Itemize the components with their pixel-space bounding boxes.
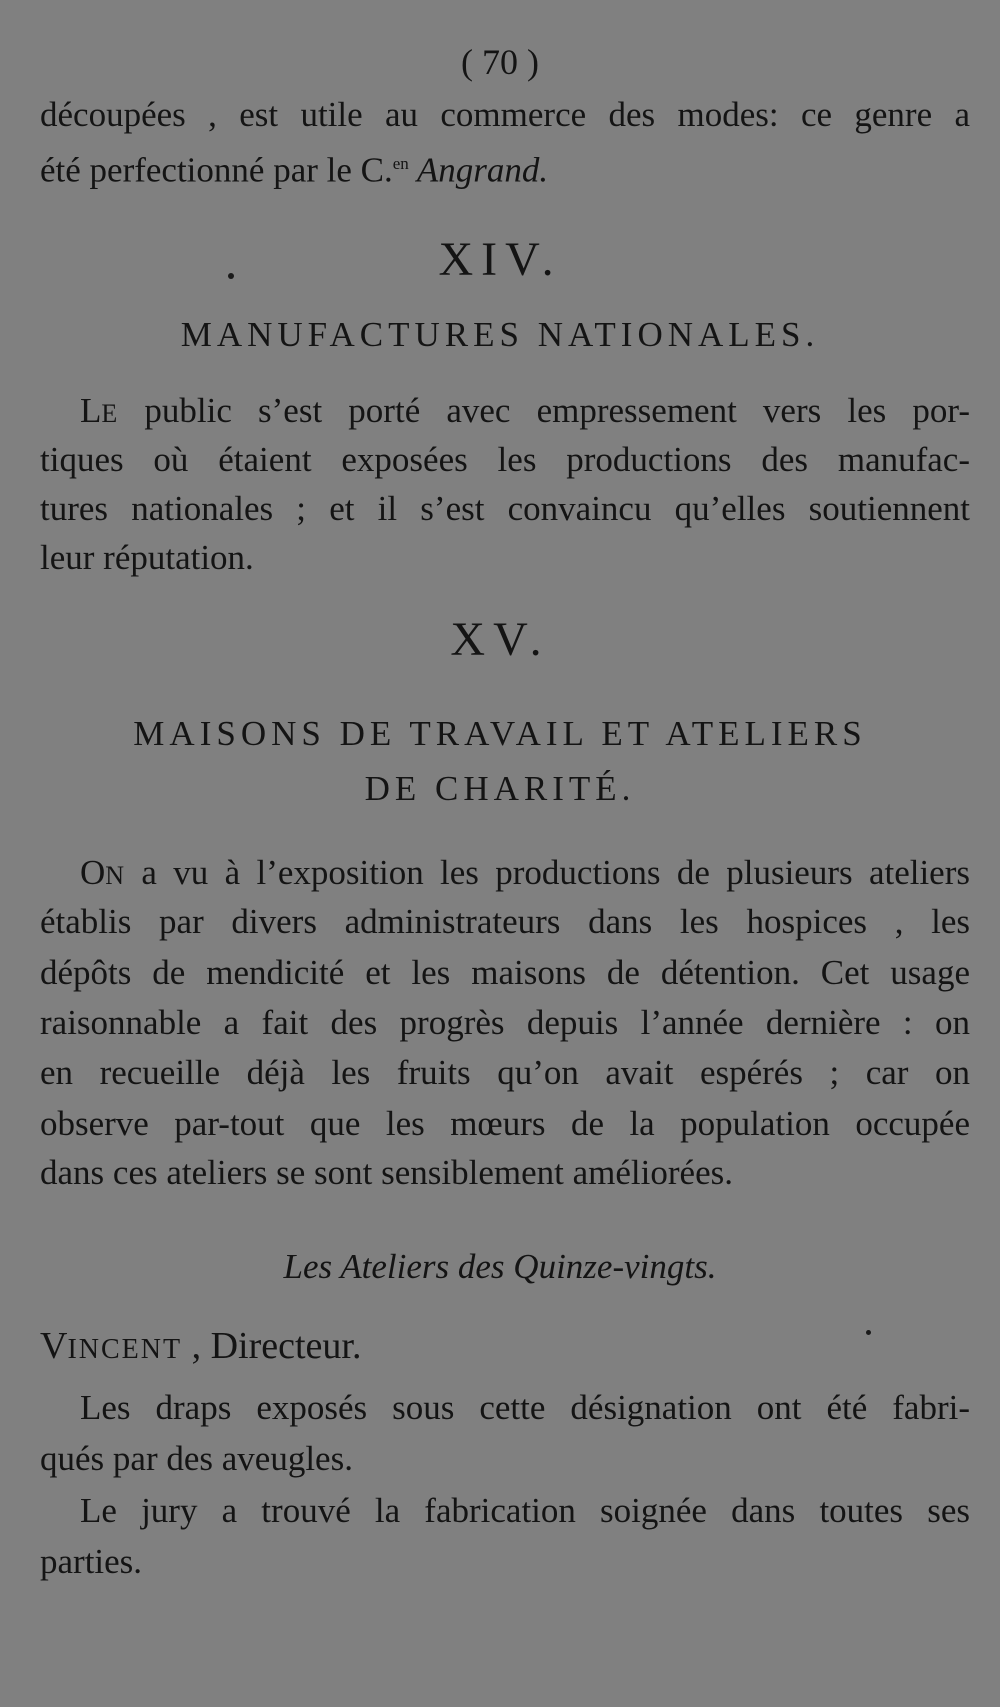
section-title: MAISONS DE TRAVAIL ET ATELIERS: [133, 714, 867, 753]
paragraph-line: découpées , est utile au commerce des modes: ce genre a: [40, 95, 970, 134]
small-caps: E: [101, 399, 119, 428]
section-number: XIV.: [438, 233, 562, 286]
paragraph-line: établis par divers administrateurs dans les hospices , les: [40, 902, 970, 941]
drop-letter: L: [80, 391, 102, 430]
paragraph-line: tures nationales ; et il s’est convaincu qu’elles soutiennent: [40, 489, 970, 528]
subheading: Les Ateliers des Quinze-vingts.: [283, 1247, 717, 1286]
section-title: DE CHARITÉ.: [364, 769, 636, 808]
paragraph-line: parties.: [40, 1542, 143, 1581]
drop-letter: V: [40, 1325, 68, 1367]
paragraph-line: dans ces ateliers se sont sensiblement améliorées.: [40, 1153, 733, 1192]
entry-heading: [40, 1324, 361, 1372]
paragraph-line: [80, 851, 970, 898]
text-run: public s’est porté avec empressement vers les por-: [118, 391, 970, 430]
paragraph-line: raisonnable a fait des progrès depuis l’année dernière : on: [40, 1003, 970, 1042]
paragraph-line: dépôts de mendicité et les maisons de détention. Cet usage: [40, 953, 970, 992]
paragraph-line: qués par des aveugles.: [40, 1439, 353, 1478]
paragraph-line: [40, 142, 548, 193]
superscript: en: [392, 154, 409, 173]
drop-letter: O: [80, 853, 106, 892]
text-run: , Directeur.: [182, 1325, 362, 1367]
ink-speck: [866, 1330, 871, 1335]
small-caps: INCENT: [67, 1334, 183, 1365]
section-number: XV.: [450, 613, 550, 666]
paragraph-line: [80, 389, 970, 436]
paragraph-line: observe par-tout que les mœurs de la population occupée: [40, 1104, 970, 1143]
paragraph-line: leur réputation.: [40, 538, 254, 577]
section-title: MANUFACTURES NATIONALES.: [180, 315, 820, 354]
page-number: ( 70 ): [461, 42, 539, 82]
paragraph-line: en recueille déjà les fruits qu’on avait espérés ; car on: [40, 1053, 970, 1092]
paragraph-line: tiques où étaient exposées les productions des manufac-: [40, 440, 970, 479]
paragraph-line: Les draps exposés sous cette désignation ont été fabri-: [80, 1388, 970, 1427]
person-name: Angrand.: [408, 150, 549, 190]
small-caps: N: [105, 861, 126, 890]
text-run: été perfectionné par le C.: [40, 150, 393, 190]
text-run: a vu à l’exposition les productions de plusieurs ateliers: [125, 853, 970, 892]
paragraph-line: Le jury a trouvé la fabrication soignée dans toutes ses: [80, 1491, 970, 1530]
